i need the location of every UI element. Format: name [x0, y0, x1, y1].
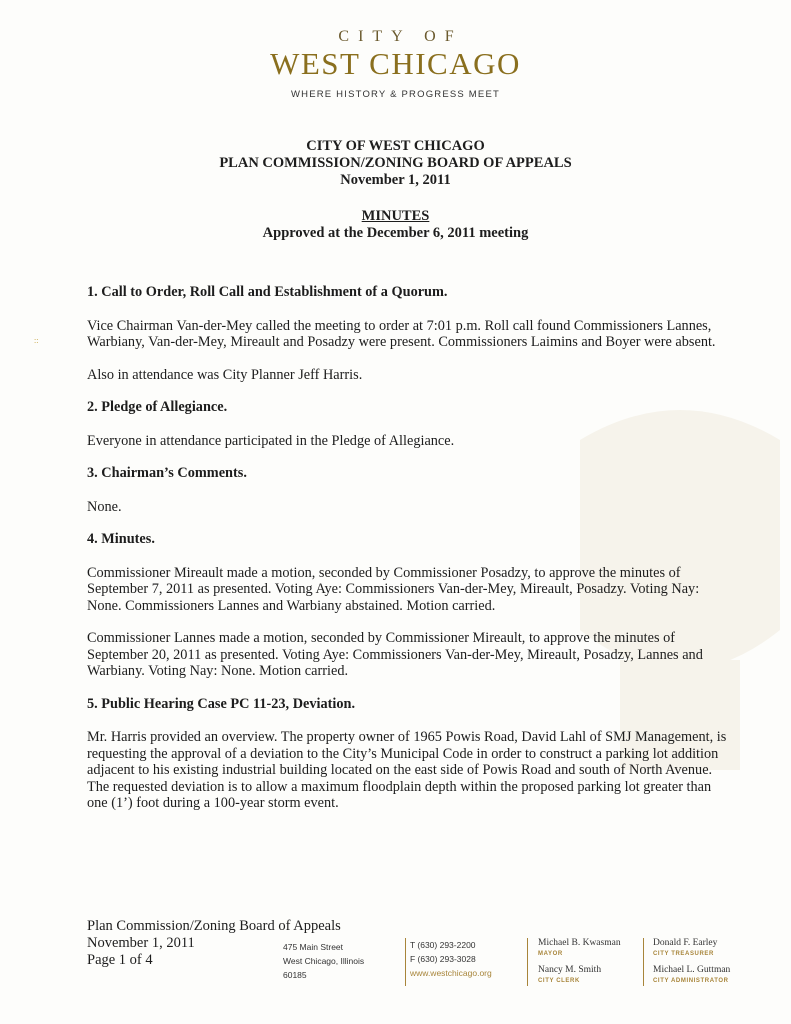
document-header	[0, 138, 791, 189]
address-street: 475 Main Street	[283, 942, 344, 952]
footer-page-number: Page 1 of 4	[87, 952, 153, 968]
logo-city-of: CITY OF	[338, 28, 463, 45]
section-paragraph: Vice Chairman Van-der-Mey called the meeting to order at 7:01 p.m. Roll call found Commissioners Lannes, Warbiany, Van-der-Mey, Mireault and Posadzy were present. Commissioners Laimins and Boyer were absent.	[87, 317, 716, 350]
section-heading: 1. Call to Order, Roll Call and Establishment of a Quorum.	[87, 284, 448, 300]
section-3	[87, 465, 727, 531]
footer-contact	[410, 938, 492, 980]
section-paragraph: Mr. Harris provided an overview. The property owner of 1965 Powis Road, David Lahl of SMJ Management, is requesting the approval of a deviation to the City’s Municipal Code in order to construct a parking lot addition adjacent to his existing industrial building located on the east side of Powis Road and south of North Avenue. The requested deviation is to allow a maximum floodplain depth within the proposed parking lot greater than one (1’) foot during a 100-year storm event.	[87, 729, 727, 811]
section-heading: 3. Chairman’s Comments.	[87, 465, 247, 481]
footer-date: November 1, 2011	[87, 935, 195, 951]
address-city: West Chicago, Illinois	[283, 956, 365, 966]
header-commission: PLAN COMMISSION/ZONING BOARD OF APPEALS	[219, 155, 572, 171]
minutes-approved: Approved at the December 6, 2011 meeting	[262, 225, 529, 241]
footer-board: Plan Commission/Zoning Board of Appeals	[87, 918, 341, 934]
section-5	[87, 696, 727, 812]
official-title: CITY TREASURER	[653, 951, 714, 957]
section-heading: 4. Minutes.	[87, 531, 155, 547]
header-date: November 1, 2011	[340, 172, 451, 188]
footer-officials-col1	[538, 938, 621, 992]
logo-tagline: WHERE HISTORY & PROGRESS MEET	[290, 89, 500, 100]
minutes-body	[87, 284, 727, 812]
official-title: CITY ADMINISTRATOR	[653, 978, 729, 984]
footer-divider	[643, 938, 644, 986]
section-paragraph: Also in attendance was City Planner Jeff Harris.	[87, 366, 363, 383]
footer-divider	[405, 938, 406, 986]
section-heading: 2. Pledge of Allegiance.	[87, 399, 228, 415]
section-heading: 5. Public Hearing Case PC 11-23, Deviation.	[87, 695, 356, 712]
header-city: CITY OF WEST CHICAGO	[306, 138, 485, 154]
section-1	[87, 284, 727, 399]
official-title: CITY CLERK	[538, 978, 580, 984]
page-footer	[87, 918, 767, 998]
section-4	[87, 531, 727, 696]
official-name: Michael B. Kwasman	[538, 938, 621, 948]
official-name: Michael L. Guttman	[653, 965, 731, 975]
section-paragraph: Commissioner Mireault made a motion, seconded by Commissioner Posadzy, to approve the minutes of September 7, 2011 as presented. Voting Aye: Commissioners Van-der-Mey, Mireault, Posadzy. Voting Nay: None. Commissioners Lannes and Warbiany abstained. Motion carried.	[87, 564, 700, 614]
official-title: MAYOR	[538, 951, 563, 957]
official-name: Nancy M. Smith	[538, 965, 602, 975]
footer-website-link[interactable]: www.westchicago.org	[410, 968, 492, 978]
footer-phone: T (630) 293-2200	[410, 940, 476, 950]
address-zip: 60185	[283, 970, 307, 980]
footer-officials-col2	[653, 938, 730, 992]
footer-divider	[527, 938, 528, 986]
city-logo	[0, 28, 791, 100]
minutes-heading	[0, 208, 791, 242]
minutes-title: MINUTES	[361, 208, 430, 224]
section-2	[87, 399, 727, 465]
logo-name: WEST CHICAGO	[270, 46, 521, 81]
section-paragraph: None.	[87, 498, 122, 515]
section-paragraph: Commissioner Lannes made a motion, seconded by Commissioner Mireault, to approve the minutes of September 20, 2011 as presented. Voting Aye: Commissioners Van-der-Mey, Mireault, Posadzy, Lannes and Warbiany. Voting Nay: None. Motion carried.	[87, 630, 703, 679]
official-name: Donald F. Earley	[653, 938, 718, 948]
footer-fax: F (630) 293-3028	[410, 954, 476, 964]
margin-mark: ::	[34, 336, 39, 345]
section-paragraph: Everyone in attendance participated in the Pledge of Allegiance.	[87, 432, 455, 449]
footer-address	[283, 940, 364, 982]
